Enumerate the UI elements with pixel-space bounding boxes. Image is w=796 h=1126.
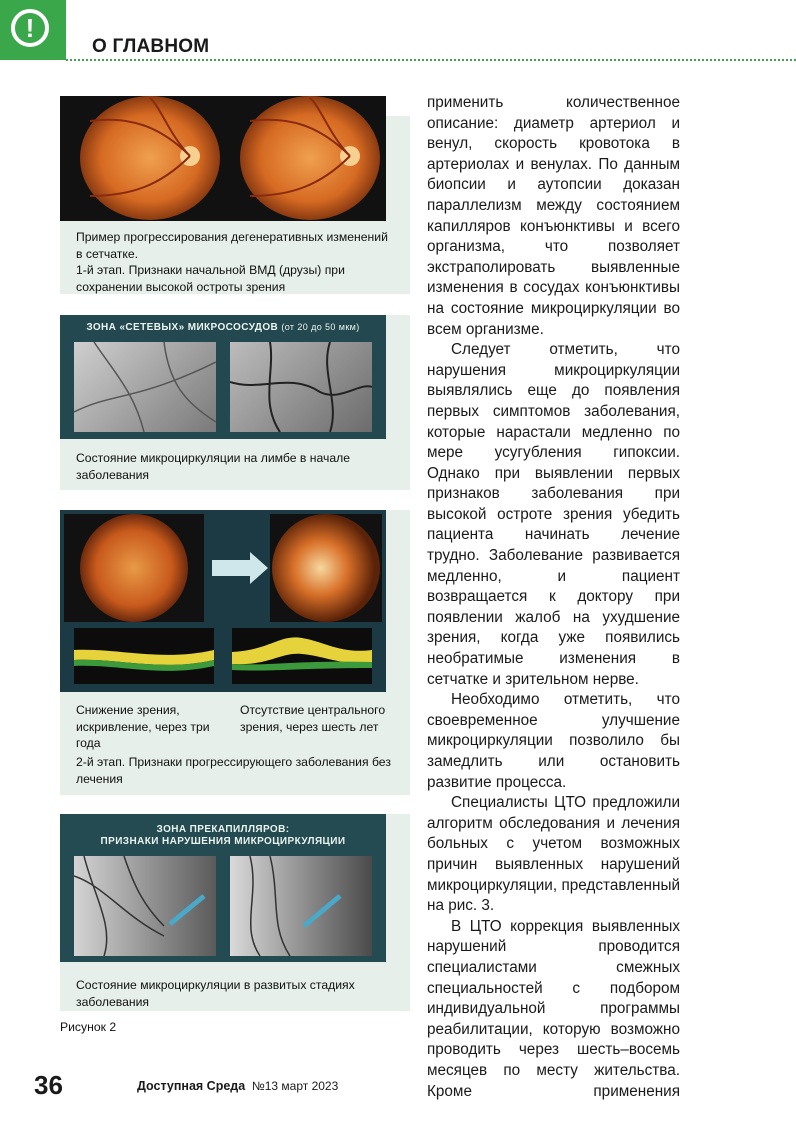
- issue-info: №13 март 2023: [251, 1079, 339, 1093]
- paragraph-2: Следует отметить, что нарушения микроциркуляции выявлялись еще до появления первых симптомов заболевания, которые нарастали медленно по мере усугубления гипоксии. Однако при выявлении первых признаков заболевания при высокой остроте зрения убедить пациента начинать лечение трудно. Заболевание развивается медленно, и пациент возвращается к доктору при появлении жалоб на ухудшение зрения, когда уже появились необратимые изменения в сетчатке и зрительном нерве.: [427, 341, 680, 688]
- paragraph-5: В ЦТО коррекция выявленных нарушений проводится специалистами смежных специальностей с подбором индивидуальной программы реабилитации, которую возможно проводить через шесть–восемь месяцев по месту жительства. Кроме применения: [427, 917, 680, 1100]
- panel3-caption-left: Снижение зрения, искривление, через три года: [76, 703, 210, 750]
- zone-note: (от 20 до 50 мкм): [281, 322, 360, 332]
- section-title: О ГЛАВНОМ: [92, 36, 210, 57]
- section-icon: [0, 0, 66, 60]
- panel3-caption-bottom: 2-й этап. Признаки прогрессирующего заболевания без лечения: [76, 755, 391, 786]
- figure-panel-4: [60, 814, 410, 1011]
- precapillary-photo-block: [60, 814, 386, 962]
- paragraph-1: применить количественное описание: диаметр артериол и венул, скорость кровотока в артериолах и венулах. По данным биопсии и аутопсии доказан параллелизм между состоянием капилляров конъюнктивы и всего организма, что позволяет экстраполировать выявленные изменения в сосудах конъюнктивы на состояние микроциркуляции во всем организме.: [427, 94, 680, 338]
- article-text: [427, 93, 680, 1102]
- zone-title-line2: ПРИЗНАКИ НАРУШЕНИЯ МИКРОЦИРКУЛЯЦИИ: [100, 836, 346, 847]
- paragraph-3: Необходимо отметить, что своевременное улучшение микроциркуляции позволило бы замедлить или остановить развитие процесса.: [427, 691, 680, 791]
- figure-label: Рисунок 2: [60, 1020, 117, 1034]
- figure-panel-3: [60, 510, 410, 795]
- precapillary-photo-right: [230, 856, 372, 956]
- panel2-caption: Состояние микроциркуляции на лимбе в начале заболевания: [76, 451, 351, 482]
- panel3-caption-right: Отсутствие центрального зрения, через шесть лет: [240, 703, 386, 734]
- limbus-photo-right: [230, 342, 372, 432]
- magazine-name: Доступная Среда: [137, 1079, 246, 1093]
- zone-title: ЗОНА «СЕТЕВЫХ» МИКРОСОСУДОВ: [86, 322, 279, 333]
- zone-title-line1: ЗОНА ПРЕКАПИЛЛЯРОВ:: [156, 824, 290, 835]
- panel1-caption: Пример прогрессирования дегенеративных изменений в сетчатке. 1-й этап. Признаки начальной ВМД (друзы) при сохранении высокой остроты зрения: [76, 230, 388, 294]
- exclamation-icon: !: [11, 9, 49, 47]
- page-number: 36: [34, 1070, 63, 1100]
- progression-photo-block: [60, 510, 386, 692]
- figure-panel-2: [60, 315, 410, 490]
- limbus-photo-pair: [60, 315, 386, 439]
- panel4-caption: Состояние микроциркуляции в развитых стадиях заболевания: [76, 978, 355, 1009]
- paragraph-4: Специалисты ЦТО предложили алгоритм обследования и лечения больных с учетом возможных причин выявленных нарушений микроциркуляции, представленный на рис. 3.: [427, 794, 680, 915]
- limbus-photo-left: [74, 342, 216, 432]
- figure-panel-1: [60, 116, 410, 294]
- fundus-photo-pair: [60, 96, 386, 221]
- precapillary-photo-left: [74, 856, 216, 956]
- header-divider: [66, 59, 796, 61]
- magazine-info: [137, 1079, 338, 1093]
